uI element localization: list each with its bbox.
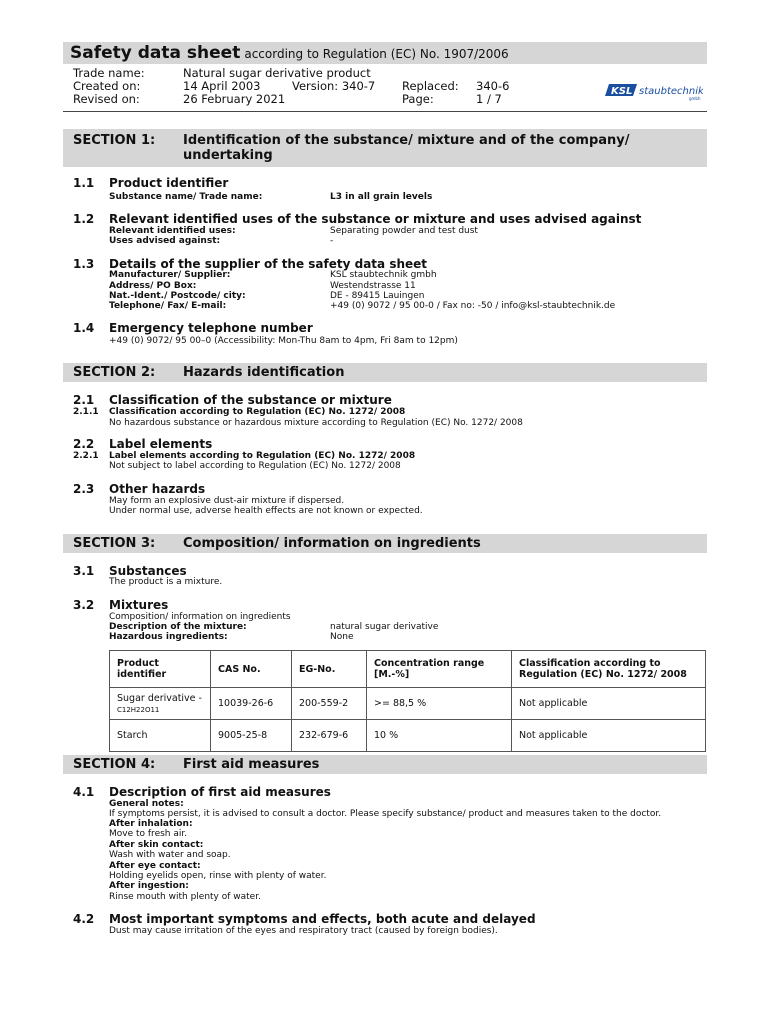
trade-name-value: Natural sugar derivative product [183,66,371,80]
replaced-label: Replaced: [402,79,459,93]
num-3-1: 3.1 [73,564,95,578]
page-label: Page: [402,92,434,106]
section1-title-line2: undertaking [183,148,273,163]
section2-bar [63,363,707,382]
cell-classification: Not applicable [512,688,706,720]
skin-contact-text: Wash with water and soap. [109,850,231,860]
revised-value: 26 February 2021 [183,92,286,106]
cell-product: Starch [110,720,211,752]
title-text: Safety data sheet [70,43,241,63]
trade-name-label: Trade name: [73,66,145,80]
inhalation-label: After inhalation: [109,819,193,829]
cell-concentration: 10 % [367,720,512,752]
skin-contact-label: After skin contact: [109,840,204,850]
substance-label: Substance name/ Trade name: [109,192,263,202]
heading-supplier: Details of the supplier of the safety data sheet [109,257,428,271]
nat-ident-value: DE - 89415 Lauingen [330,291,425,301]
mixture-description-value: natural sugar derivative [330,622,439,632]
num-4-1: 4.1 [73,785,95,799]
cell-cas: 9005-25-8 [211,720,292,752]
uses-value: Separating powder and test dust [330,226,478,236]
section2-label: SECTION 2: [73,365,156,380]
other-hazards-text-2: Under normal use, adverse health effects are not known or expected. [109,506,423,516]
table-row [110,688,706,720]
general-notes-label: General notes: [109,799,184,809]
telephone-value: +49 (0) 9072 / 95 00-0 / Fax no: -50 / info@ksl-staubtechnik.de [330,301,616,311]
hazardous-ingredients-value: None [330,632,354,642]
company-logo [603,78,703,102]
section1-title-line1: Identification of the substance/ mixture and of the company/ [183,133,630,148]
mixtures-text: Composition/ information on ingredients [109,612,291,622]
num-2-3: 2.3 [73,482,95,496]
logo-text: KSL [611,86,633,97]
emergency-text: +49 (0) 9072/ 95 00–0 (Accessibility: Mon-Thu 8am to 4pm, Fri 8am to 12pm) [109,336,458,346]
cell-product: Sugar derivative - C12H22O11 [110,688,211,720]
section2-title: Hazards identification [183,365,345,380]
heading-mixtures: Mixtures [109,598,169,612]
num-1-1: 1.1 [73,176,95,190]
header-classification: Classification according to Regulation (EC) No. 1272/ 2008 [512,651,706,688]
replaced-value: 340-6 [476,79,510,93]
section4-label: SECTION 4: [73,757,156,772]
ingestion-label: After ingestion: [109,881,189,891]
mixture-description-label: Description of the mixture: [109,622,247,632]
document-title [70,43,509,63]
classification-subheading: Classification according to Regulation (EC) No. 1272/ 2008 [109,407,406,417]
num-3-2: 3.2 [73,598,95,612]
telephone-label: Telephone/ Fax/ E-mail: [109,301,227,311]
revised-label: Revised on: [73,92,140,106]
substances-text: The product is a mixture. [109,577,223,587]
address-label: Address/ PO Box: [109,281,197,291]
ingestion-text: Rinse mouth with plenty of water. [109,892,261,902]
section4-title: First aid measures [183,757,320,772]
logo-gmbh: gmbh [689,96,701,101]
heading-symptoms: Most important symptoms and effects, both acute and delayed [109,912,536,926]
hazardous-ingredients-label: Hazardous ingredients: [109,632,228,642]
nat-ident-label: Nat.-Ident./ Postcode/ city: [109,291,246,301]
num-2-1-1: 2.1.1 [73,407,99,417]
section3-label: SECTION 3: [73,536,156,551]
version-value: Version: 340-7 [292,79,376,93]
address-value: Westendstrasse 11 [330,281,416,291]
advised-against-label: Uses advised against: [109,236,221,246]
header-rule [63,111,707,112]
eye-contact-text: Holding eyelids open, rinse with plenty of water. [109,871,327,881]
eye-contact-label: After eye contact: [109,861,201,871]
classification-text: No hazardous substance or hazardous mixture according to Regulation (EC) No. 1272/ 2008 [109,418,523,428]
general-notes-text: If symptoms persist, it is advised to consult a doctor. Please specify substance/ product and measures taken to the doctor. [109,809,662,819]
num-1-2: 1.2 [73,212,95,226]
advised-against-value: - [330,236,334,246]
manufacturer-value: KSL staubtechnik gmbh [330,270,437,280]
header-cas: CAS No. [211,651,292,688]
heading-substances: Substances [109,564,187,578]
section1-label: SECTION 1: [73,133,156,148]
header-concentration: Concentration range [M.-%] [367,651,512,688]
manufacturer-label: Manufacturer/ Supplier: [109,270,231,280]
heading-classification: Classification of the substance or mixture [109,393,392,407]
created-label: Created on: [73,79,141,93]
heading-emergency: Emergency telephone number [109,321,313,335]
created-value: 14 April 2003 [183,79,261,93]
heading-other-hazards: Other hazards [109,482,206,496]
heading-uses: Relevant identified uses of the substance or mixture and uses advised against [109,212,642,226]
composition-table [109,650,706,752]
title-subtitle: according to Regulation (EC) No. 1907/2006 [244,47,509,61]
cell-cas: 10039-26-6 [211,688,292,720]
cell-eg: 232-679-6 [292,720,367,752]
num-2-2: 2.2 [73,437,95,451]
table-row [110,720,706,752]
symptoms-text: Dust may cause irritation of the eyes and respiratory tract (caused by foreign bodies). [109,926,498,936]
num-1-3: 1.3 [73,257,95,271]
cell-concentration: >= 88,5 % [367,688,512,720]
heading-first-aid: Description of first aid measures [109,785,331,799]
num-2-1: 2.1 [73,393,95,407]
substance-value: L3 in all grain levels [330,192,433,202]
num-2-2-1: 2.2.1 [73,451,99,461]
cell-classification: Not applicable [512,720,706,752]
uses-label: Relevant identified uses: [109,226,236,236]
heading-product-identifier: Product identifier [109,176,229,190]
header-eg: EG-No. [292,651,367,688]
header-product: Product identifier [110,651,211,688]
label-elements-text: Not subject to label according to Regulation (EC) No. 1272/ 2008 [109,461,401,471]
logo-sub: staubtechnik [639,86,703,97]
label-elements-subheading: Label elements according to Regulation (EC) No. 1272/ 2008 [109,451,416,461]
num-4-2: 4.2 [73,912,95,926]
other-hazards-text-1: May form an explosive dust-air mixture if dispersed. [109,496,345,506]
section4-bar [63,755,707,774]
cell-eg: 200-559-2 [292,688,367,720]
heading-label-elements: Label elements [109,437,213,451]
table-header-row [110,651,706,688]
section3-title: Composition/ information on ingredients [183,536,481,551]
page-value: 1 / 7 [476,92,502,106]
inhalation-text: Move to fresh air. [109,829,188,839]
num-1-4: 1.4 [73,321,95,335]
